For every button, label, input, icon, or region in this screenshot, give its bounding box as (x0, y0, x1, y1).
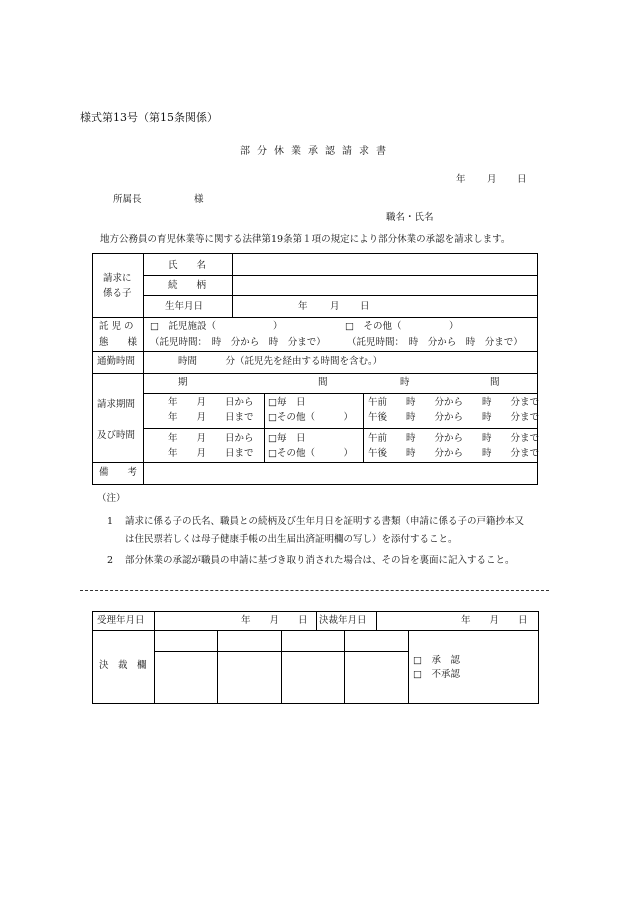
period-row-date: 年 月 日から (168, 397, 254, 408)
note-2-text: 部分休業の承認が職員の申請に基づき取り消された場合は、その旨を裏面に記入すること。 (125, 555, 515, 566)
care-facility-time: （託児時間： 時 分から 時 分まで） (150, 337, 326, 348)
period-row-option: □その他（ ） (268, 448, 353, 459)
cut-line (80, 590, 549, 591)
intro-text: 地方公務員の育児休業等に関する法律第19条第１項の規定により部分休業の承認を請求します。 (100, 234, 511, 245)
period-head-1: 期 (178, 377, 188, 388)
care-other: □ その他（ ） (345, 321, 459, 332)
care-label-1: 託 児 の (99, 321, 134, 332)
approve-checkbox[interactable]: □ 承 認 (413, 655, 460, 666)
child-label-1: 請求に (103, 273, 132, 284)
received-label: 受理年月日 (97, 615, 145, 626)
addressee-suffix: 様 (194, 194, 204, 205)
period-row-time: 午後 時 分から 時 分まで (368, 412, 540, 423)
remarks-label: 備 考 (99, 467, 138, 478)
applicant-label: 職名・氏名 (386, 212, 434, 223)
period-label-1: 請求期間 (97, 399, 136, 410)
note-1-number: 1 (107, 516, 114, 527)
period-head-4: 間 (490, 377, 500, 388)
note-2-number: 2 (107, 555, 114, 566)
decided-date: 年 月 日 (461, 615, 528, 626)
care-other-time: （託児時間： 時 分から 時 分まで） (347, 337, 523, 348)
decision-column-label: 決 裁 欄 (99, 660, 147, 671)
name-label: 氏 名 (168, 260, 207, 271)
disapprove-checkbox[interactable]: □ 不承認 (413, 669, 460, 680)
child-label-2: 係る子 (103, 288, 132, 299)
form-number: 様式第13号（第15条関係） (80, 111, 218, 124)
date-year: 年 (456, 174, 466, 185)
period-label-2: 及び時間 (97, 430, 136, 441)
period-row-time: 午前 時 分から 時 分まで (368, 397, 540, 408)
care-facility: □ 託児施設（ ） (150, 321, 283, 332)
care-label-2: 態 様 (99, 337, 138, 348)
period-row-time: 午後 時 分から 時 分まで (368, 448, 540, 459)
birth-month: 月 (330, 301, 340, 312)
period-row-time: 午前 時 分から 時 分まで (368, 433, 540, 444)
notes-heading: （注） (97, 493, 126, 504)
birth-year: 年 (298, 301, 308, 312)
commute-label: 通勤時間 (97, 356, 136, 367)
note-1-line-1: 請求に係る子の氏名、職員との続柄及び生年月日を証明する書類（申請に係る子の戸籍抄本又 (125, 516, 525, 527)
period-row-date: 年 月 日まで (168, 448, 254, 459)
period-row-option: □毎 日 (268, 397, 306, 408)
birth-day: 日 (360, 301, 370, 312)
period-row-date: 年 月 日まで (168, 412, 254, 423)
period-head-3: 時 (400, 377, 410, 388)
addressee: 所属長 (113, 194, 142, 205)
date-month: 月 (487, 174, 497, 185)
note-1-line-2: は住民票若しくは母子健康手帳の出生届出済証明欄の写し）を添付すること。 (125, 534, 458, 545)
decided-label: 決裁年月日 (319, 615, 367, 626)
period-row-option: □毎 日 (268, 433, 306, 444)
period-row-option: □その他（ ） (268, 412, 353, 423)
received-date: 年 月 日 (241, 615, 308, 626)
commute-value: 時間 分（託児先を経由する時間を含む。） (178, 356, 383, 367)
period-row-date: 年 月 日から (168, 433, 254, 444)
page-title: 部分休業承認請求書 (240, 146, 393, 157)
period-head-2: 間 (318, 377, 328, 388)
birthdate-label: 生年月日 (165, 301, 204, 312)
relation-label: 続 柄 (168, 280, 207, 291)
date-day: 日 (517, 174, 527, 185)
